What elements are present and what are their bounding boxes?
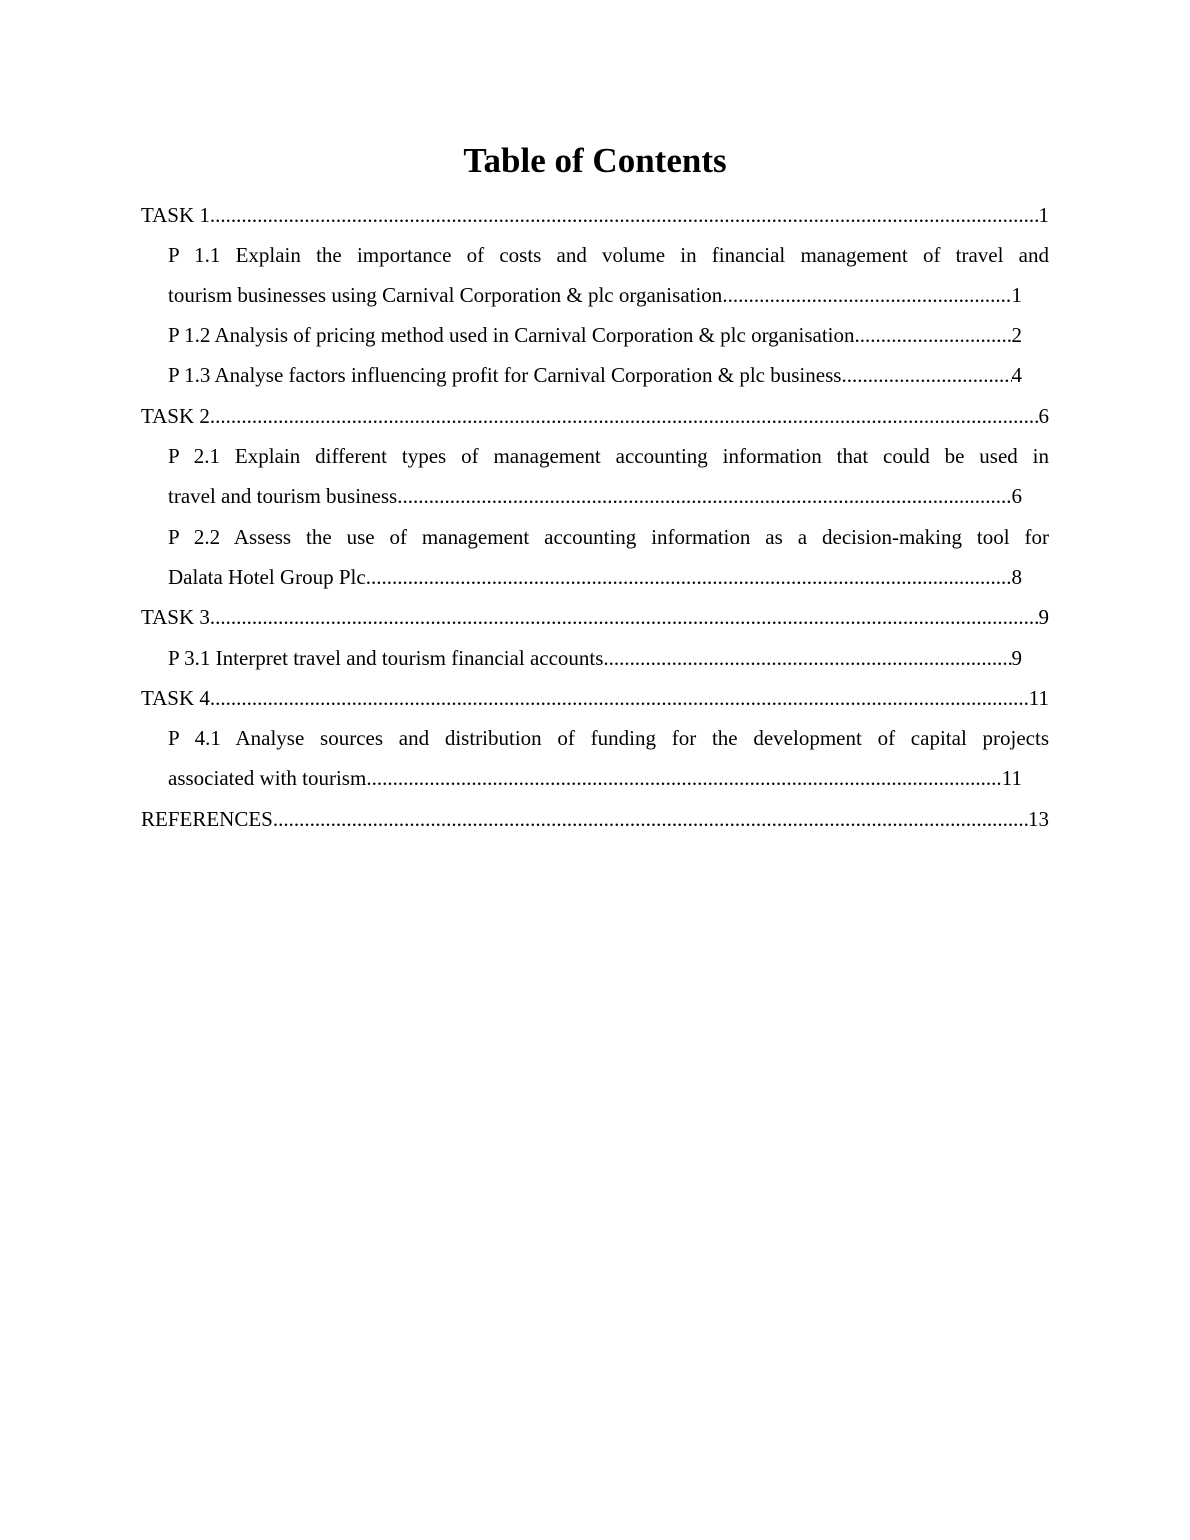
toc-entry-p1-1-line2[interactable] xyxy=(168,282,1022,308)
toc-entry-p4-1-line1[interactable]: P 4.1 Analyse sources and distribution of funding for the development of capital projects xyxy=(168,726,1049,750)
toc-entry-label: P 3.1 Interpret travel and tourism financial accounts xyxy=(168,646,604,670)
toc-entry-p1-1-line1[interactable]: P 1.1 Explain the importance of costs and volume in financial management of travel and xyxy=(168,243,1049,267)
toc-page-number: 1 xyxy=(1011,283,1022,307)
toc-entry-label: REFERENCES xyxy=(141,807,273,831)
toc-entry-references[interactable] xyxy=(141,806,1049,832)
toc-entry-p3-1[interactable] xyxy=(168,645,1022,671)
toc-page-number: 6 xyxy=(1038,404,1049,428)
toc-entry-p1-3[interactable] xyxy=(168,362,1022,388)
toc-entry-label: TASK 1 xyxy=(141,203,210,227)
toc-leader-dots xyxy=(855,322,1012,348)
toc-entry-task-4[interactable] xyxy=(141,685,1049,711)
toc-entry-label: tourism businesses using Carnival Corporation & plc organisation xyxy=(168,283,723,307)
toc-entry-p2-2-line2[interactable] xyxy=(168,564,1022,590)
toc-page-number: 11 xyxy=(1028,686,1049,710)
toc-entry-task-3[interactable] xyxy=(141,604,1049,630)
toc-entry-p2-1-line2[interactable] xyxy=(168,483,1022,509)
toc-page-number: 11 xyxy=(1001,766,1022,790)
toc-leader-dots xyxy=(210,685,1029,711)
toc-entry-task-1[interactable] xyxy=(141,202,1049,228)
toc-entry-label: Dalata Hotel Group Plc xyxy=(168,565,366,589)
toc-leader-dots xyxy=(603,645,1011,671)
toc-entry-p1-2[interactable] xyxy=(168,322,1022,348)
toc-page-number: 9 xyxy=(1038,605,1049,629)
toc-entry-label: TASK 4 xyxy=(141,686,210,710)
page-title: Table of Contents xyxy=(463,141,727,180)
toc-leader-dots xyxy=(210,202,1039,228)
toc-entry-p2-2-line1[interactable]: P 2.2 Assess the use of management accounting information as a decision-making tool for xyxy=(168,525,1049,549)
toc-leader-dots xyxy=(841,362,1011,388)
toc-leader-dots xyxy=(397,483,1011,509)
toc-entry-label: P 1.2 Analysis of pricing method used in Carnival Corporation & plc organisation xyxy=(168,323,855,347)
toc-page-number: 8 xyxy=(1011,565,1022,589)
toc-entry-label: TASK 3 xyxy=(141,605,210,629)
toc-entry-label: travel and tourism business xyxy=(168,484,398,508)
toc-page-number: 13 xyxy=(1028,807,1049,831)
toc-entry-label: associated with tourism xyxy=(168,766,367,790)
toc-leader-dots xyxy=(722,282,1011,308)
toc-page-number: 9 xyxy=(1011,646,1022,670)
toc-page-number: 1 xyxy=(1038,203,1049,227)
toc-leader-dots xyxy=(210,604,1039,630)
toc-leader-dots xyxy=(210,403,1039,429)
toc-page-number: 6 xyxy=(1011,484,1022,508)
toc-page-number: 4 xyxy=(1011,363,1022,387)
toc-leader-dots xyxy=(273,806,1028,832)
toc-entry-label: TASK 2 xyxy=(141,404,210,428)
toc-entry-p2-1-line1[interactable]: P 2.1 Explain different types of management accounting information that could be used in xyxy=(168,444,1049,468)
toc-leader-dots xyxy=(366,564,1012,590)
toc-entry-label: P 1.3 Analyse factors influencing profit for Carnival Corporation & plc business xyxy=(168,363,842,387)
toc-leader-dots xyxy=(366,765,1001,791)
toc-page-number: 2 xyxy=(1011,323,1022,347)
toc-entry-task-2[interactable] xyxy=(141,403,1049,429)
toc-entry-p4-1-line2[interactable] xyxy=(168,765,1022,791)
